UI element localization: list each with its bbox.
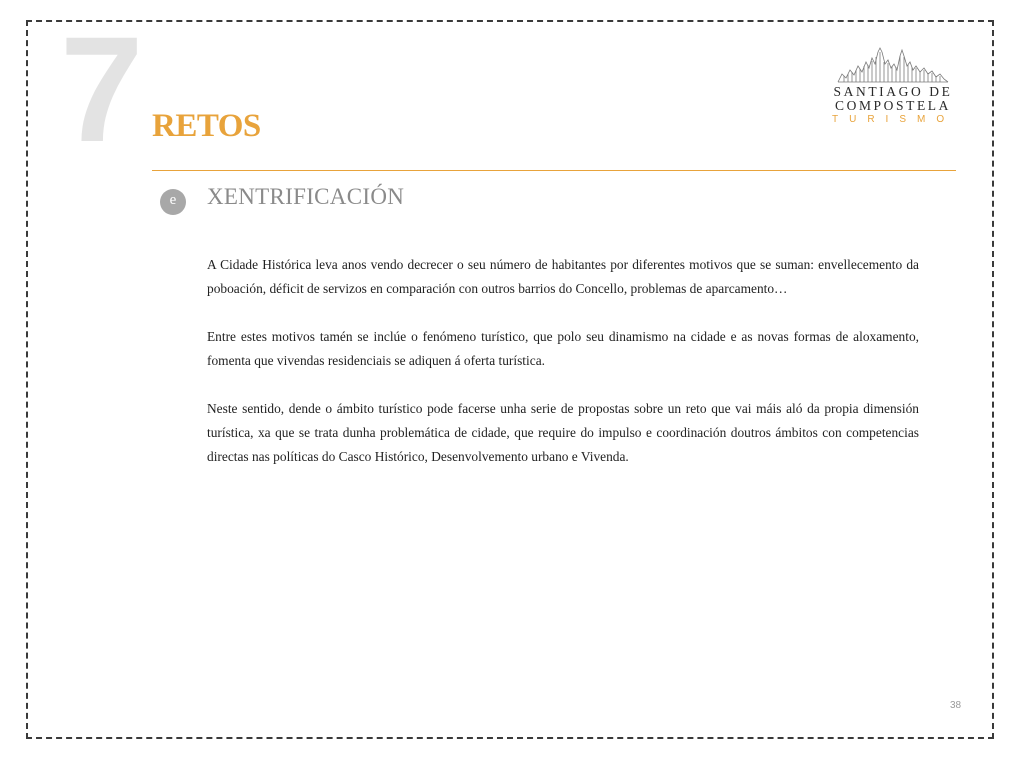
logo-text-compostela: COMPOSTELA xyxy=(834,98,951,113)
chapter-number: 7 xyxy=(60,5,140,173)
section-title: XENTRIFICACIÓN xyxy=(207,184,405,209)
paragraph-2: Entre estes motivos tamén se inclúe o fenómeno turístico, que polo seu dinamismo na cidade e as novas formas de aloxamento, fomenta que vivendas residenciais se adiquen á oferta turística. xyxy=(207,329,919,368)
title-divider xyxy=(152,170,956,171)
paragraph-3: Neste sentido, dende o ámbito turístico pode facerse unha serie de propostas sobre un reto que vai máis aló da propia dimensión turística, xa que se trata dunha problemática de cidade, que require do impulso e coordinación doutros ámbitos con competencias directas nas políticas do Casco Histórico, Desenvolvemento urbano e Vivenda. xyxy=(207,401,919,464)
cathedral-skyline-icon xyxy=(836,44,950,84)
logo-text-turismo: TURISMO xyxy=(832,114,956,125)
body-text xyxy=(207,253,919,493)
paragraph-1: A Cidade Histórica leva anos vendo decrecer o seu número de habitantes por diferentes motivos que se suman: envellecemento da poboación, déficit de servizos en comparación con outros barrios do Concello, problemas de aparcamento… xyxy=(207,257,919,296)
santiago-turismo-logo xyxy=(832,44,962,128)
section-bullet: e xyxy=(160,189,186,215)
logo-text-santiago: SANTIAGO DE xyxy=(833,84,953,99)
chapter-title: RETOS xyxy=(152,108,261,144)
page-number: 38 xyxy=(950,700,962,711)
